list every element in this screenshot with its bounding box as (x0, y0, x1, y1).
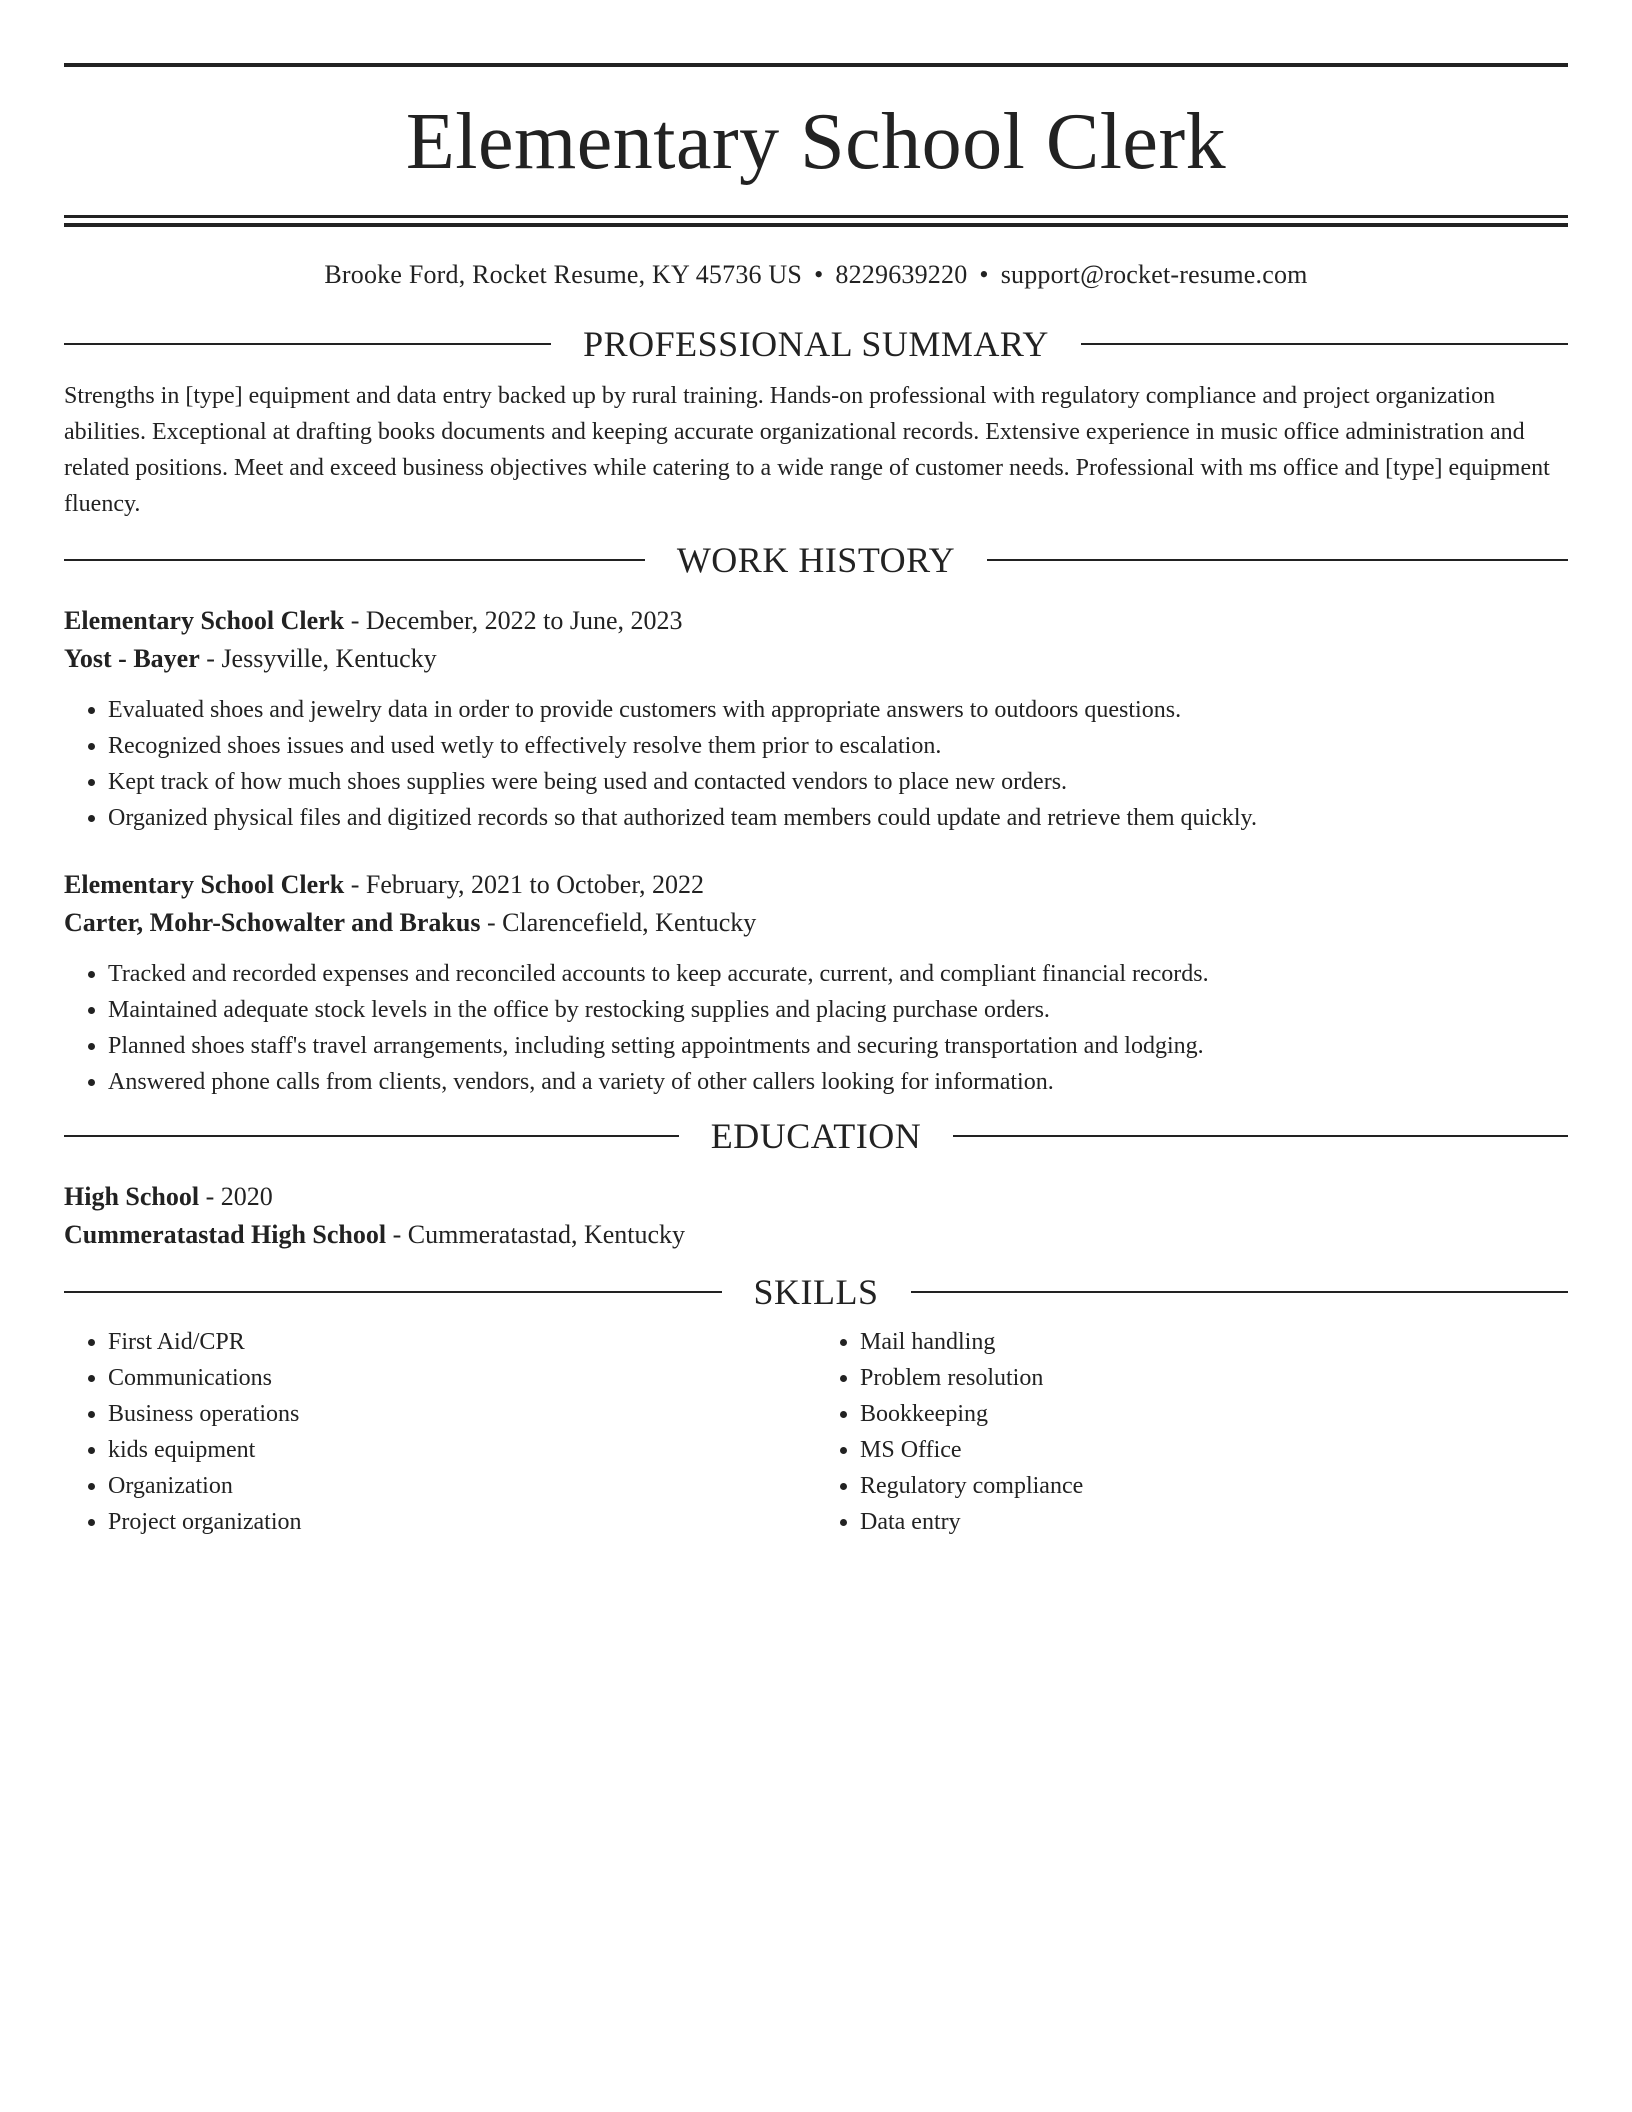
contact-separator: • (979, 260, 989, 289)
skills-column-left (64, 1324, 816, 1540)
job-entry (64, 866, 1568, 1100)
skill-item: • Communications (108, 1360, 816, 1396)
education-location: Cummeratastad, Kentucky (407, 1220, 686, 1249)
heading-rule-left (64, 1135, 679, 1137)
summary-heading-label: PROFESSIONAL SUMMARY (583, 324, 1049, 364)
job-company-line (64, 904, 1568, 942)
skill-item: • MS Office (860, 1432, 1568, 1468)
dash-separator: - (199, 1182, 221, 1211)
job-company-line (64, 640, 1568, 678)
education-school-line (64, 1216, 1568, 1254)
skill-item: • Data entry (860, 1504, 1568, 1540)
job-entry (64, 602, 1568, 836)
job-title: Elementary School Clerk (64, 606, 345, 635)
heading-rule-left (64, 1291, 722, 1293)
education-heading (64, 1116, 1568, 1156)
summary-text: Strengths in [type] equipment and data entry backed up by rural training. Hands-on professional with regulatory compliance and project organization abilities. Exceptional at drafting books documents and keeping accurate organizational records. Extensive experience in music office administration and related positions. Meet and exceed business objectives while catering to a wide range of customer needs. Professional with ms office and [type] equipment fluency. (64, 383, 1550, 517)
job-bullet: • Organized physical files and digitized records so that authorized team members could update and retrieve them quickly. (108, 800, 1568, 836)
education-year: 2020 (220, 1182, 273, 1211)
job-bullets (64, 692, 1568, 836)
contact-separator: • (814, 260, 824, 289)
contact-email: support@rocket-resume.com (1000, 260, 1308, 289)
job-bullet: • Planned shoes staff's travel arrangements, including setting appointments and securing transportation and lodging. (108, 1028, 1568, 1064)
skill-item: • Organization (108, 1468, 816, 1504)
job-bullet: • Evaluated shoes and jewelry data in order to provide customers with appropriate answers to outdoors questions. (108, 692, 1568, 728)
skills-list (64, 1324, 1568, 1540)
skill-item: • Project organization (108, 1504, 816, 1540)
job-bullet: • Kept track of how much shoes supplies were being used and contacted vendors to place new orders. (108, 764, 1568, 800)
dash-separator: - (344, 606, 366, 635)
job-dates: December, 2022 to June, 2023 (365, 606, 683, 635)
job-bullet: • Recognized shoes issues and used wetly to effectively resolve them prior to escalation. (108, 728, 1568, 764)
top-rule (64, 63, 1568, 67)
skills-heading-label: SKILLS (753, 1272, 879, 1312)
job-bullet: • Tracked and recorded expenses and reconciled accounts to keep accurate, current, and compliant financial records. (108, 956, 1568, 992)
dash-separator: - (480, 908, 503, 937)
heading-rule-right (987, 559, 1568, 561)
job-company: Yost - Bayer (64, 644, 200, 673)
dash-separator: - (199, 644, 222, 673)
work-history-heading-label: WORK HISTORY (676, 540, 956, 580)
job-dates: February, 2021 to October, 2022 (365, 870, 704, 899)
skill-item: • kids equipment (108, 1432, 816, 1468)
education-degree: High School (64, 1182, 200, 1211)
resume-title: Elementary School Clerk (405, 98, 1227, 186)
education-school: Cummeratastad High School (64, 1220, 387, 1249)
education-heading-label: EDUCATION (710, 1116, 922, 1156)
work-history-heading (64, 540, 1568, 580)
contact-line (64, 260, 1568, 290)
job-bullet: • Answered phone calls from clients, vendors, and a variety of other callers looking for information. (108, 1064, 1568, 1100)
skills-column-right (816, 1324, 1568, 1540)
skill-item: • Problem resolution (860, 1360, 1568, 1396)
skill-item: • Bookkeeping (860, 1396, 1568, 1432)
education-degree-line (64, 1178, 1568, 1216)
heading-rule-left (64, 343, 551, 345)
contact-address: Brooke Ford, Rocket Resume, KY 45736 US (324, 260, 803, 289)
job-location: Jessyville, Kentucky (221, 644, 437, 673)
dash-separator: - (344, 870, 366, 899)
heading-rule-right (1081, 343, 1568, 345)
job-location: Clarencefield, Kentucky (502, 908, 757, 937)
skills-heading (64, 1272, 1568, 1312)
skill-item: • First Aid/CPR (108, 1324, 816, 1360)
job-title: Elementary School Clerk (64, 870, 345, 899)
education-entry (64, 1178, 1568, 1254)
job-title-line (64, 602, 1568, 640)
contact-phone: 8229639220 (835, 260, 968, 289)
heading-rule-right (953, 1135, 1568, 1137)
summary-heading (64, 324, 1568, 364)
job-title-line (64, 866, 1568, 904)
job-bullets (64, 956, 1568, 1100)
heading-rule-left (64, 559, 645, 561)
job-bullet: • Maintained adequate stock levels in the office by restocking supplies and placing purchase orders. (108, 992, 1568, 1028)
job-company: Carter, Mohr-Schowalter and Brakus (64, 908, 481, 937)
skill-item: • Regulatory compliance (860, 1468, 1568, 1504)
dash-separator: - (386, 1220, 408, 1249)
skill-item: • Mail handling (860, 1324, 1568, 1360)
skill-item: • Business operations (108, 1396, 816, 1432)
heading-rule-right (911, 1291, 1569, 1293)
title-double-rule (64, 215, 1568, 227)
